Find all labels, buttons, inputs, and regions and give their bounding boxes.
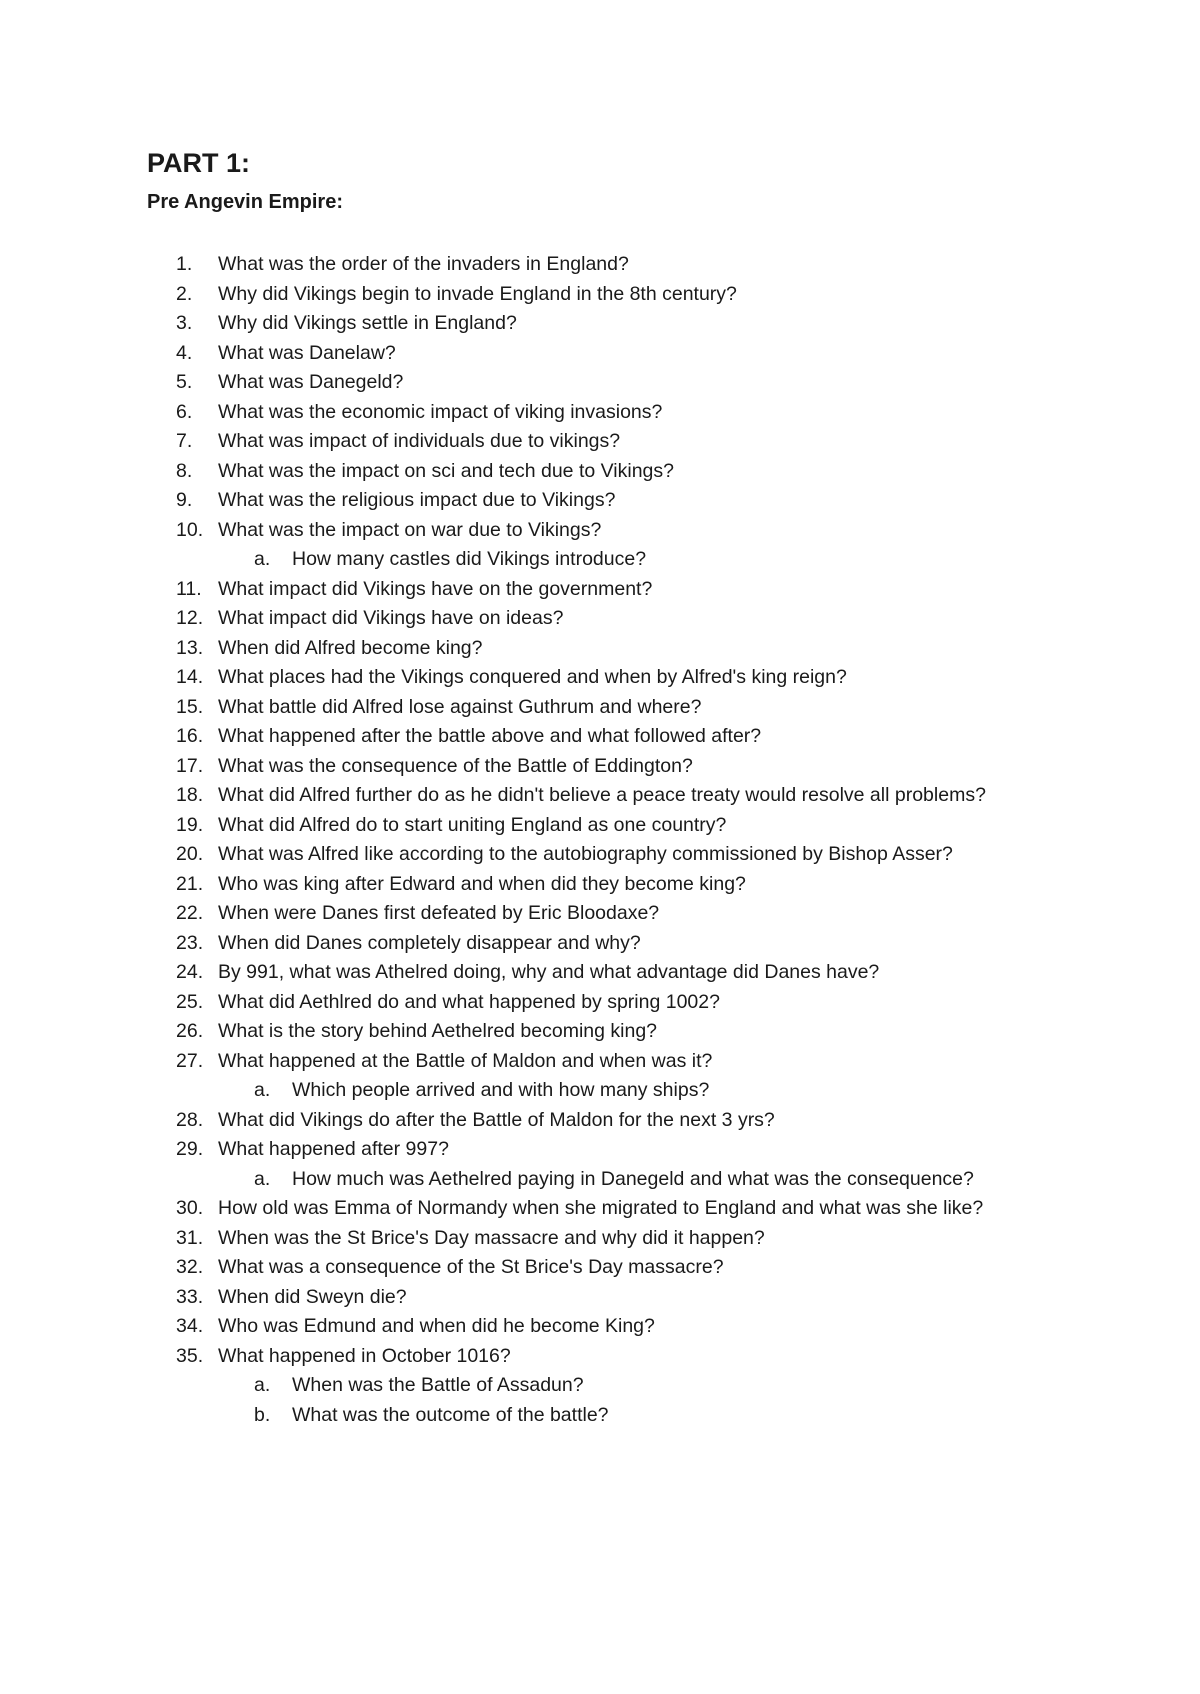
question-text: What was the order of the invaders in England?: [218, 253, 629, 275]
question-item: [0, 693, 1058, 723]
question-number: 2.: [176, 282, 193, 305]
question-text: Who was king after Edward and when did they become king?: [218, 872, 746, 895]
question-number: 11.: [176, 577, 202, 600]
question-text: What was the religious impact due to Vikings?: [218, 489, 616, 511]
question-number: 28.: [176, 1108, 204, 1131]
question-item: [0, 1342, 1058, 1372]
question-item: [0, 722, 1058, 752]
question-number: 6.: [176, 400, 193, 423]
question-number: 8.: [176, 459, 193, 482]
question-item: [0, 811, 1058, 841]
section-title: Pre Angevin Empire:: [147, 191, 343, 213]
question-number: 21.: [176, 872, 204, 895]
question-number: 5.: [176, 371, 193, 393]
question-text: What was Danegeld?: [218, 371, 404, 393]
question-number: 3.: [176, 312, 193, 334]
question-text: What happened in October 1016?: [218, 1344, 511, 1367]
question-text: What did Vikings do after the Battle of Maldon for the next 3 yrs?: [218, 1108, 775, 1131]
question-number: 17.: [176, 754, 204, 777]
question-text: When was the St Brice's Day massacre and why did it happen?: [218, 1226, 765, 1249]
question-number: 22.: [176, 902, 204, 924]
question-number: 34.: [176, 1315, 204, 1337]
question-text: When did Danes completely disappear and why?: [218, 931, 641, 954]
question-item: [0, 1106, 1058, 1136]
question-item: [0, 368, 1058, 398]
question-text: What was impact of individuals due to vikings?: [218, 430, 621, 452]
question-number: 32.: [176, 1256, 204, 1278]
question-text: What did Alfred do to start uniting England as one country?: [218, 813, 727, 836]
question-number: 25.: [176, 990, 204, 1013]
question-number: 4.: [176, 341, 193, 364]
question-text: What was the economic impact of viking invasions?: [218, 400, 663, 423]
sub-question-text: How much was Aethelred paying in Danegeld and what was the consequence?: [292, 1167, 974, 1190]
sub-question-item: [0, 1165, 1052, 1195]
question-item: [0, 427, 1058, 457]
question-number: 27.: [176, 1049, 204, 1072]
question-item: [0, 958, 1058, 988]
question-number: 31.: [176, 1226, 204, 1249]
question-item: [0, 604, 1058, 634]
question-item: [0, 634, 1058, 664]
question-number: 23.: [176, 931, 204, 954]
question-text: By 991, what was Athelred doing, why and what advantage did Danes have?: [218, 961, 880, 983]
question-text: What is the story behind Aethelred becoming king?: [218, 1020, 658, 1042]
question-item: [0, 1194, 1058, 1224]
sub-question-item: [0, 1076, 1052, 1106]
question-item: [0, 840, 1058, 870]
question-number: 33.: [176, 1285, 204, 1308]
question-item: [0, 899, 1058, 929]
question-item: [0, 280, 1058, 310]
sub-question-text: How many castles did Vikings introduce?: [292, 548, 647, 570]
question-number: 20.: [176, 843, 204, 865]
question-item: [0, 1283, 1058, 1313]
question-text: What was the impact on war due to Vikings?: [218, 518, 602, 541]
question-item: [0, 663, 1058, 693]
question-number: 13.: [176, 636, 204, 659]
question-number: 30.: [176, 1197, 204, 1219]
question-text: Why did Vikings begin to invade England in the 8th century?: [218, 282, 737, 305]
sub-question-letter: a.: [254, 1079, 271, 1101]
question-item: [0, 1253, 1058, 1283]
question-number: 29.: [176, 1138, 204, 1160]
question-item: [0, 1312, 1058, 1342]
question-text: What places had the Vikings conquered and when by Alfred's king reign?: [218, 666, 847, 688]
question-number: 16.: [176, 725, 204, 747]
question-text: What battle did Alfred lose against Guthrum and where?: [218, 695, 702, 718]
question-text: Who was Edmund and when did he become King?: [218, 1315, 655, 1337]
sub-question-letter: b.: [254, 1403, 271, 1426]
question-text: What happened after 997?: [218, 1138, 449, 1160]
question-number: 10.: [176, 518, 204, 541]
question-number: 26.: [176, 1020, 204, 1042]
question-number: 7.: [176, 430, 193, 452]
question-item: [0, 1047, 1058, 1077]
question-text: What was Alfred like according to the autobiography commissioned by Bishop Asser?: [218, 843, 953, 865]
sub-question-letter: a.: [254, 548, 271, 570]
question-text: What did Alfred further do as he didn't believe a peace treaty would resolve all problems?: [218, 784, 986, 806]
question-number: 24.: [176, 961, 204, 983]
question-item: [0, 781, 1058, 811]
question-text: What impact did Vikings have on the government?: [218, 577, 653, 600]
question-item: [0, 457, 1058, 487]
question-text: When did Sweyn die?: [218, 1285, 407, 1308]
question-number: 1.: [176, 253, 193, 275]
question-number: 18.: [176, 784, 204, 806]
sub-question-text: When was the Battle of Assadun?: [292, 1374, 584, 1396]
question-item: [0, 486, 1058, 516]
question-item: [0, 752, 1058, 782]
question-text: What happened after the battle above and what followed after?: [218, 725, 762, 747]
question-text: When were Danes first defeated by Eric Bloodaxe?: [218, 902, 660, 924]
question-number: 19.: [176, 813, 204, 836]
question-item: [0, 1135, 1058, 1165]
question-item: [0, 575, 1058, 605]
question-text: What was a consequence of the St Brice's Day massacre?: [218, 1256, 724, 1278]
question-item: [0, 929, 1058, 959]
sub-question-item: [0, 545, 1052, 575]
sub-question-letter: a.: [254, 1167, 271, 1190]
question-number: 12.: [176, 607, 204, 629]
question-item: [0, 988, 1058, 1018]
question-text: What was the consequence of the Battle of Eddington?: [218, 754, 693, 777]
sub-question-item: [0, 1371, 1052, 1401]
question-text: What was the impact on sci and tech due to Vikings?: [218, 459, 674, 482]
sub-question-text: Which people arrived and with how many ships?: [292, 1079, 710, 1101]
question-number: 9.: [176, 489, 193, 511]
question-number: 35.: [176, 1344, 204, 1367]
question-text: What happened at the Battle of Maldon and when was it?: [218, 1049, 713, 1072]
question-item: [0, 1224, 1058, 1254]
sub-question-item: [0, 1401, 1052, 1431]
question-text: What was Danelaw?: [218, 341, 396, 364]
sub-question-text: What was the outcome of the battle?: [292, 1403, 609, 1426]
question-item: [0, 1017, 1058, 1047]
question-number: 15.: [176, 695, 204, 718]
question-item: [0, 870, 1058, 900]
question-text: Why did Vikings settle in England?: [218, 312, 517, 334]
sub-question-letter: a.: [254, 1374, 271, 1396]
question-number: 14.: [176, 666, 204, 688]
question-item: [0, 309, 1058, 339]
question-item: [0, 250, 1058, 280]
question-list: [0, 250, 1200, 1430]
part-title: PART 1:: [147, 148, 251, 178]
question-text: When did Alfred become king?: [218, 636, 483, 659]
question-item: [0, 398, 1058, 428]
question-text: What did Aethlred do and what happened by spring 1002?: [218, 990, 720, 1013]
question-item: [0, 516, 1058, 546]
question-text: How old was Emma of Normandy when she migrated to England and what was she like?: [218, 1197, 984, 1219]
question-item: [0, 339, 1058, 369]
question-text: What impact did Vikings have on ideas?: [218, 607, 564, 629]
